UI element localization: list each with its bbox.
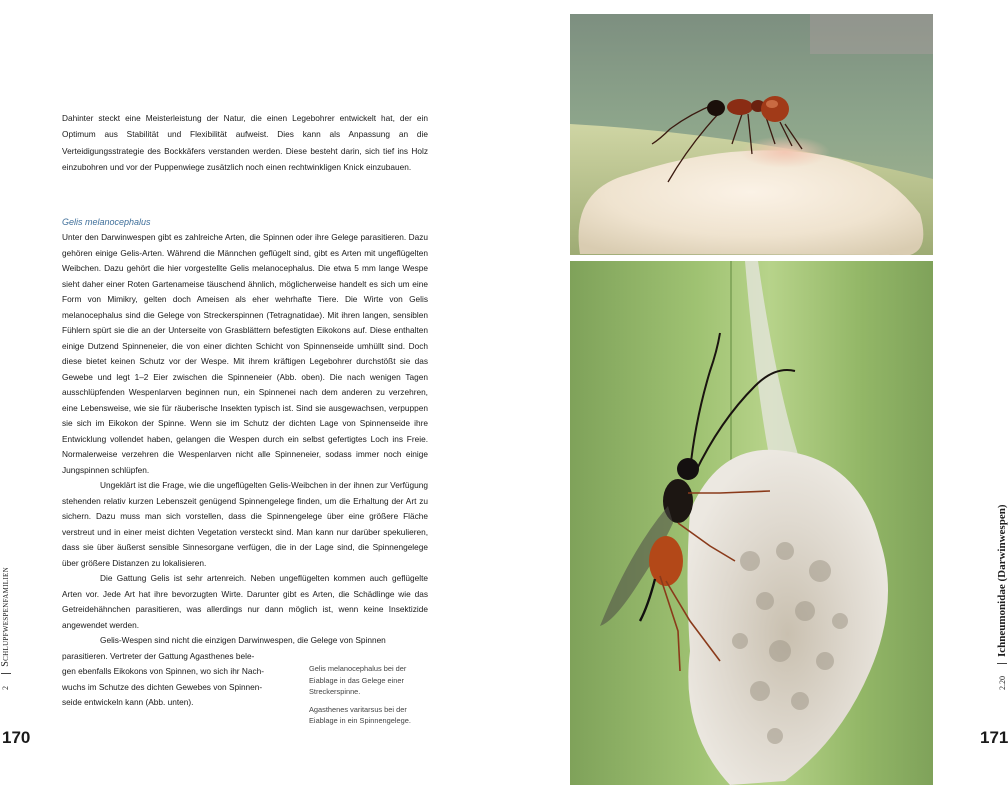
paragraph-4-line-3: gen ebenfalls Eikokons von Spinnen, wo sich ihr Nach- [62,666,265,676]
paragraph-4-line-4: wuchs im Schutze des dichten Gewebes von Spinnen- [62,681,263,692]
caption-top: Gelis melanocephalus bei der Eiablage in das Gelege einer Streckerspinne. [309,664,407,697]
page-number-left: 170 [2,728,31,747]
chapter-number-right: 2.20 [998,676,1007,690]
header-divider-left [1,673,11,674]
header-divider-right [997,663,1007,664]
paragraph-3: Die Gattung Gelis ist sehr artenreich. Neben ungeflügelten kommen auch geflügelte Arten vor. Jede Art hat ihre bevorzugten Wirte. Darunter gibt es Arten, die Schädlinge wie das Getreidehähnchen parasitieren, was allerdings nur dann möglich ist, wenn keine Insektizide angewendet werden. [62,573,428,630]
intro-paragraph: Dahinter steckt eine Meisterleistung der Natur, die einen Legebohrer entwickelt hat, der ein Optimum aus Stabilität und Flexibilität aufweist. Dies kann als Anpassung an die Verteidigungsstrategie des Bockkäfers verstanden werden. Diese besteht darin, sich tief ins Holz einzubohren und vor der Puppenwiege zusätzlich noch einen rechtwinkligen Knick einzubauen. [62,113,428,173]
photo-gelis-melanocephalus [570,14,933,255]
paragraph-1: Unter den Darwinwespen gibt es zahlreiche Arten, die Spinnen oder ihre Gelege parasitieren. Dazu gehören einige Gelis-Arten. Während die Männchen geflügelt sind, gibt es Arten mit ungeflügelten Weibchen. Dazu gehört die hier vorgestellte Gelis melanocephalus. Die etwa 5 mm lange Wespe sieht daher einer Roten Gartenameise täuschend ähnlich, möglicherweise handelt es sich um eine Form von Mimikry, gelten doch Ameisen als eher wehrhafte Tiere. Die Wirte von Gelis melanocephalus sind die Gelege von Streckerspinnen (Tetragnatidae). Mit ihren langen, sensiblen Fühlern spürt sie die an der Unterseite von Grasblättern befestigten Eikokons auf. Diese enthalten einige Dutzend Spinneneier, die von einer dichten Schicht von Spinnenseide umhüllt sind. Doch diese bietet keinen Schutz vor der Wespe. Mit ihrem kräftigen Legebohrer durchstößt sie das Gewebe und legt 1–2 Eier zwischen die Spinneneier (Abb. oben). Die nach wenigen Tagen ausschlüpfenden Wespenlarven beginnen nun, ein Spinnenei nach dem anderen zu verzehren, eine Lebensweise, wie sie für räuberische Insekten typisch ist. Sind sie ausgewachsen, verpuppen sie sich im Eikokon der Spinne. Wenn sie im Schutz der dichten Lage von Spinnenseide ihre Entwicklung vollendet haben, gelangen die Wespen durch ein selbst gefertigtes Loch ins Freie. Normalerweise verzehren die Wespenlarven nicht alle Spinneneier, sodass immer noch einige Jungspinnen schlüpfen. [62,232,428,475]
paragraph-4-line-5: seide entwickeln kann (Abb. unten). [62,697,194,707]
figure-captions [309,663,437,727]
paragraph-4-line-2: parasitieren. Vertreter der Gattung Agasthenes bele- [62,650,255,661]
running-header-left [0,567,11,690]
paragraph-2: Ungeklärt ist die Frage, wie die ungeflügelten Gelis-Weibchen in der ihnen zur Verfügung stehenden relativ kurzen Lebenszeit genügend Spinnengelege finden, um die Erhaltung der Art zu sichern. Dazu muss man sich vorstellen, dass die Spinnengelege über eine größere Fläche verstreut und in einer meist dichten Vegetation versteckt sind. Man kann nur darüber spekulieren, dass sie über äußerst sensible Sinnesorgane verfügen, die in der Lage sind, die Spinnengelege über größere Distanzen zu lokalisieren. [62,480,428,568]
caption-bottom: Agasthenes varitarsus bei der Eiablage in ein Spinnengelege. [309,704,411,726]
body-text [62,230,428,711]
chapter-number-left: 2 [1,685,10,690]
paragraph-4-line-1: Gelis-Wespen sind nicht die einzigen Darwinwespen, die Gelege von Spinnen [100,635,386,645]
running-header-right-text: Ichneumonidae (Darwinwespen) [996,504,1008,657]
page-number-right: 171 [980,728,1008,747]
photo-agasthenes-varitarsus [570,261,933,785]
running-header-left-text: Schlupfwespenfamilien [0,567,11,667]
running-header-right [996,505,1008,690]
section-title: Gelis melanocephalus [62,217,151,227]
